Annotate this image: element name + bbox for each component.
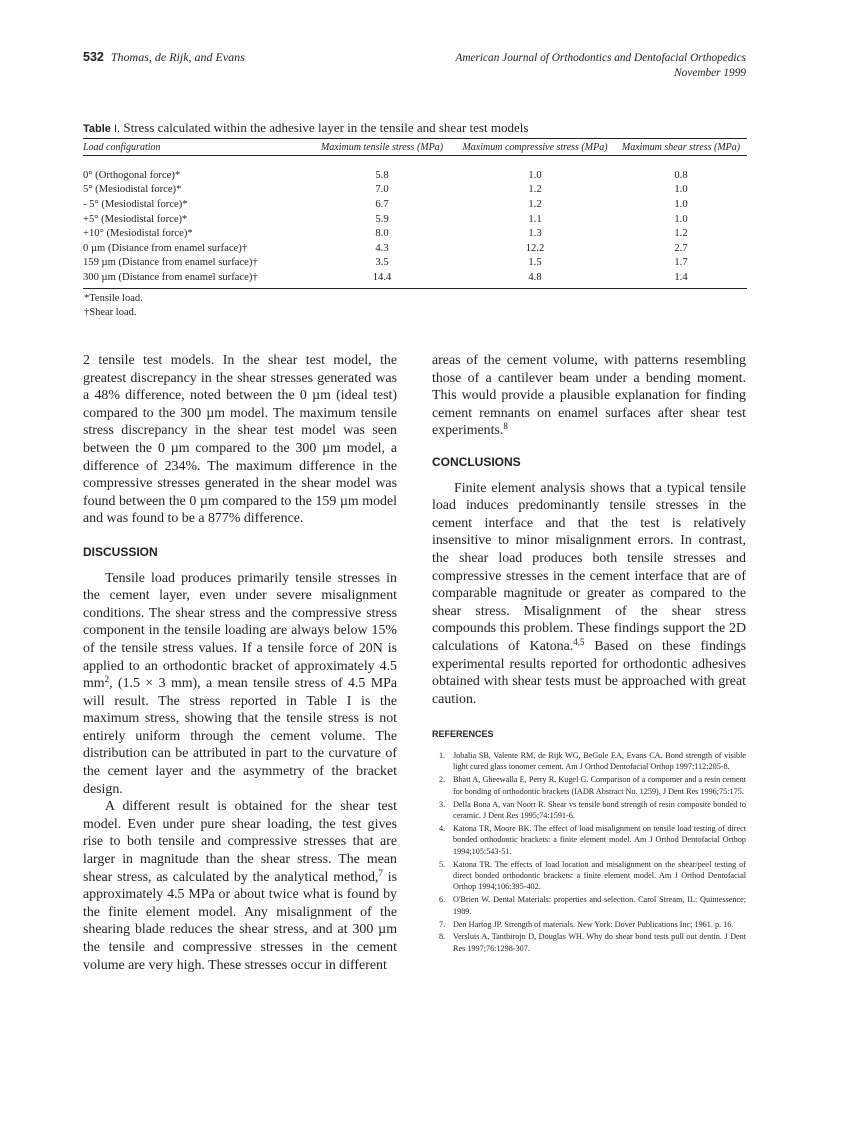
reference-item: 7. Den Hartog JP. Strength of materials. New York: Dover Publications Inc; 1961. p. 16. bbox=[439, 919, 734, 929]
running-header-right bbox=[455, 51, 746, 81]
discussion-heading: DISCUSSION bbox=[83, 544, 158, 559]
table-cell: 1.2 bbox=[528, 184, 542, 196]
running-header-left bbox=[83, 50, 245, 65]
table-cell: 1.0 bbox=[674, 184, 688, 196]
journal-name: American Journal of Orthodontics and Dentofacial Orthopedics bbox=[455, 52, 746, 64]
table-cell: 300 µm (Distance from enamel surface)† bbox=[83, 270, 309, 288]
table-cell: 1.1 bbox=[528, 213, 542, 225]
table-caption bbox=[83, 120, 528, 136]
table-cell: 14.4 bbox=[309, 270, 455, 288]
table-row bbox=[83, 183, 747, 198]
table-row bbox=[83, 256, 747, 271]
table-cell: 1.0 bbox=[528, 169, 542, 181]
table-cell: 0.8 bbox=[674, 169, 688, 181]
table-cell: 4.3 bbox=[375, 242, 389, 254]
conclusions-paragraph: Finite element analysis shows that a typical tensile load induces predominantly tensile stresses in the cement interface and that the test is relatively insensitive to minor misalignment errors. In contrast, the shear load produces both tensile stresses and compressive stresses in the cement interface that are of comparable magnitude or greater as compared to the shear stress. Misalignment of the shear stress compounds this problem. These findings support the 2D calculations of Katona.$^{4,5}$ Based on these findings experimental results reported for orthodontic adhesives obtained with shear tests must be approached with great caution. bbox=[432, 480, 746, 707]
table-cell: +10° (Mesiodistal force)* bbox=[83, 228, 193, 240]
table-cell: 4.8 bbox=[455, 270, 615, 288]
table-cell: 2.7 bbox=[674, 242, 688, 254]
reference-item: 1. Jobalia SB, Valente RM, de Rijk WG, BeGole EA, Evans CA. Bond strength of visible light cured glass ionomer cement. Am J Orthod Dentofacial Orthop 1997;112:205-8. bbox=[439, 750, 746, 772]
table-cell: 7.0 bbox=[375, 184, 389, 196]
table-cell: 1.4 bbox=[615, 270, 747, 288]
table-footnote-shear: †Shear load. bbox=[84, 307, 137, 318]
table-cell: 8.0 bbox=[375, 228, 389, 240]
table-row bbox=[83, 270, 747, 288]
page-number: 532 bbox=[83, 50, 104, 64]
column-header: Maximum tensile stress (MPa) bbox=[309, 139, 455, 156]
reference-item: 6. O'Brien W. Dental Materials: properties and selection. Carol Stream, IL: Quintessence; 1989. bbox=[439, 895, 746, 916]
table-cell: 159 µm (Distance from enamel surface)† bbox=[83, 257, 258, 269]
table-cell: 3.5 bbox=[375, 257, 389, 269]
table-cell: - 5° (Mesiodistal force)* bbox=[83, 198, 188, 210]
table-cell: 1.3 bbox=[528, 228, 542, 240]
table-label: Table I. bbox=[83, 123, 121, 135]
table-cell: 1.7 bbox=[674, 257, 688, 269]
discussion-paragraph: A different result is obtained for the shear test model. Even under pure shear loading, the test gives rise to both tensile and compressive stresses that are larger in magnitude than the shear stress. The mean shear stress, as calculated by the analytical method,$^7$ is approximately 4.5 MPa or about twice what is found by the finite element model. Any misalignment of the shearing blade reduces the shear stress, and at 300 µm the tensile and compressive stresses in the cement volume are very high. These stresses occur in different bbox=[83, 799, 397, 973]
reference-item: 4. Katona TR, Moore BK. The effect of load misalignment on tensile load testing of direct bonded orthodontic brackets: a finite element model. Am J Orthod Dentofacial Orthop 1994;105:543-51. bbox=[439, 823, 746, 856]
table-cell: 0° (Orthogonal force)* bbox=[83, 169, 181, 181]
table-cell: 5° (Mesiodistal force)* bbox=[83, 184, 182, 196]
author-line: Thomas, de Rijk, and Evans bbox=[110, 50, 245, 64]
left-column bbox=[83, 352, 397, 974]
table-cell: 0 µm (Distance from enamel surface)† bbox=[83, 242, 248, 254]
conclusions-heading: CONCLUSIONS bbox=[432, 454, 521, 469]
reference-item: 5. Katona TR. The effects of load location and misalignment on the shear/peel testing of direct bonded orthodontic brackets: a finite element model. Am J Orthod Dentofacial Orthop 1994;106:395-402. bbox=[439, 859, 746, 892]
table-row bbox=[83, 212, 747, 227]
table-row bbox=[83, 226, 747, 241]
results-continuation-paragraph: 2 tensile test models. In the shear test model, the greatest discrepancy in the shear stresses generated was a 48% difference, noted between the 0 µm (ideal test) compared to the 300 µm model. The maximum tensile stress discrepancy in the shear test model was seen between the 0 µm compared to the 300 µm model, a difference of 234%. The maximum difference in the compressive stresses generated in the shear model was found between the 0 µm compared to the 159 µm model and was found to be a 877% difference. bbox=[83, 353, 397, 527]
table-footnote-tensile: *Tensile load. bbox=[84, 293, 143, 304]
reference-list bbox=[432, 750, 746, 954]
table-title: Stress calculated within the adhesive layer in the tensile and shear test models bbox=[123, 120, 529, 135]
column-header: Maximum shear stress (MPa) bbox=[615, 139, 747, 156]
table-row bbox=[83, 241, 747, 256]
stress-table bbox=[83, 138, 747, 289]
discussion-paragraph: Tensile load produces primarily tensile stresses in the cement layer, even under severe misalignment conditions. The shear stress and the compressive stress component in the tensile loading are always below 15% of the tensile stress values. If a tensile force of 20N is applied to an orthodontic bracket of approximately 4.5 $mm^2$, (1.5 × 3 mm), a mean tensile stress of 4.5 MPa will result. The stress reported in Table I is the maximum stress, showing that the tensile stress is not entirely uniform through the cement volume. The distribution can be attributed in part to the curvature of the cement layer and the asymmetry of the bracket design. bbox=[83, 570, 397, 797]
right-column bbox=[432, 352, 746, 956]
reference-item: 8. Versluis A, Tantbirojn D, Douglas WH. Why do shear bond tests pull out dentin. J Dent Res 1997;76:1298-307. bbox=[439, 932, 746, 953]
table-cell: 6.7 bbox=[375, 198, 389, 210]
reference-item: 2. Bhatt A, Gheewalla E, Perry R, Kugel G. Comparison of a compomer and a resin cement for bonding of orthodontic brackets (IADR Abstract No. 1259). J Dent Res 1996;75:175. bbox=[439, 775, 746, 796]
column-header: Maximum compressive stress (MPa) bbox=[455, 139, 615, 156]
column-header: Load configuration bbox=[83, 139, 309, 156]
reference-item: 3. Della Bona A, van Noort R. Shear vs tensile bond strength of resin composite bonded to ceramic. J Dent Res 1995;74:1591-6. bbox=[439, 799, 746, 820]
table-cell: +5° (Mesiodistal force)* bbox=[83, 213, 188, 225]
table-row bbox=[83, 197, 747, 212]
table-cell: 12.2 bbox=[525, 242, 545, 254]
table-cell: 1.5 bbox=[528, 257, 542, 269]
table-cell: 5.9 bbox=[375, 213, 389, 225]
table-cell: 1.2 bbox=[528, 198, 542, 210]
table-cell: 1.0 bbox=[674, 198, 688, 210]
discussion-continuation-paragraph: areas of the cement volume, with patterns resembling those of a cantilever beam under a bending moment. This would provide a plausible explanation for finding cement remnants on enamel surfaces after shear test experiments.$^8$ bbox=[432, 353, 746, 439]
table-header-row bbox=[83, 139, 747, 156]
references-heading: REFERENCES bbox=[432, 729, 494, 740]
table-row bbox=[83, 156, 747, 183]
journal-issue: November 1999 bbox=[674, 67, 746, 79]
table-cell: 1.2 bbox=[674, 228, 688, 240]
table-cell: 5.8 bbox=[375, 169, 389, 181]
table-cell: 1.0 bbox=[674, 213, 688, 225]
